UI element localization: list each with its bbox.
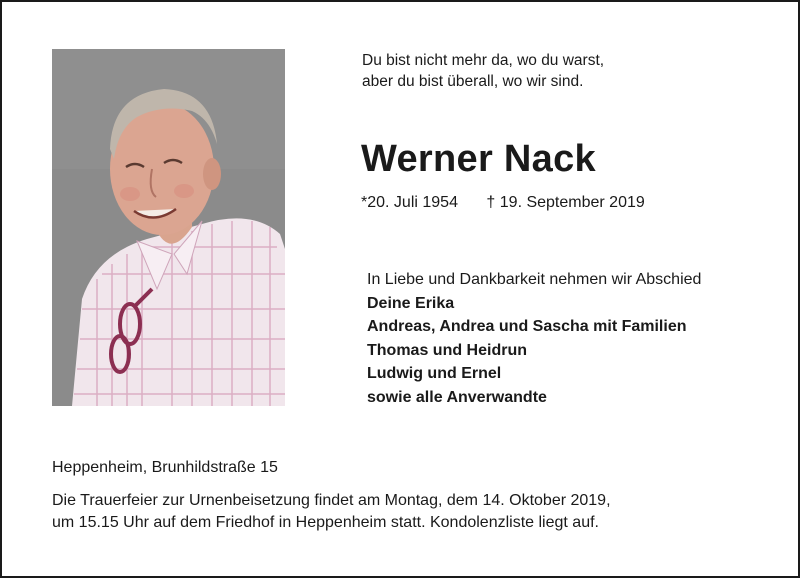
birth-date: *20. Juli 1954 — [361, 194, 458, 211]
family-address: Heppenheim, Brunhildstraße 15 — [52, 459, 278, 476]
quote-line: aber du bist überall, wo wir sind. — [362, 73, 584, 90]
notice-line: um 15.15 Uhr auf dem Friedhof in Heppenheim statt. Kondolenzliste liegt auf. — [52, 514, 599, 531]
portrait-illustration — [52, 49, 285, 406]
portrait-photo — [52, 49, 285, 406]
death-date: † 19. September 2019 — [486, 194, 645, 211]
quote-line: Du bist nicht mehr da, wo du warst, — [362, 52, 605, 69]
deceased-name: Werner Nack — [361, 138, 596, 180]
memorial-quote — [362, 50, 604, 92]
funeral-notice — [52, 490, 611, 534]
notice-line: Die Trauerfeier zur Urnenbeisetzung findet am Montag, dem 14. Oktober 2019, — [52, 492, 611, 509]
family-member: Ludwig und Ernel — [367, 365, 502, 382]
family-signature — [367, 268, 701, 409]
family-member: Thomas und Heidrun — [367, 341, 527, 359]
family-member: sowie alle Anverwandte — [367, 388, 547, 406]
family-member: Deine Erika — [367, 294, 455, 312]
family-member: Andreas, Andrea und Sascha mit Familien — [367, 318, 687, 335]
life-dates — [361, 192, 645, 214]
farewell-intro: In Liebe und Dankbarkeit nehmen wir Abschied — [367, 271, 702, 288]
